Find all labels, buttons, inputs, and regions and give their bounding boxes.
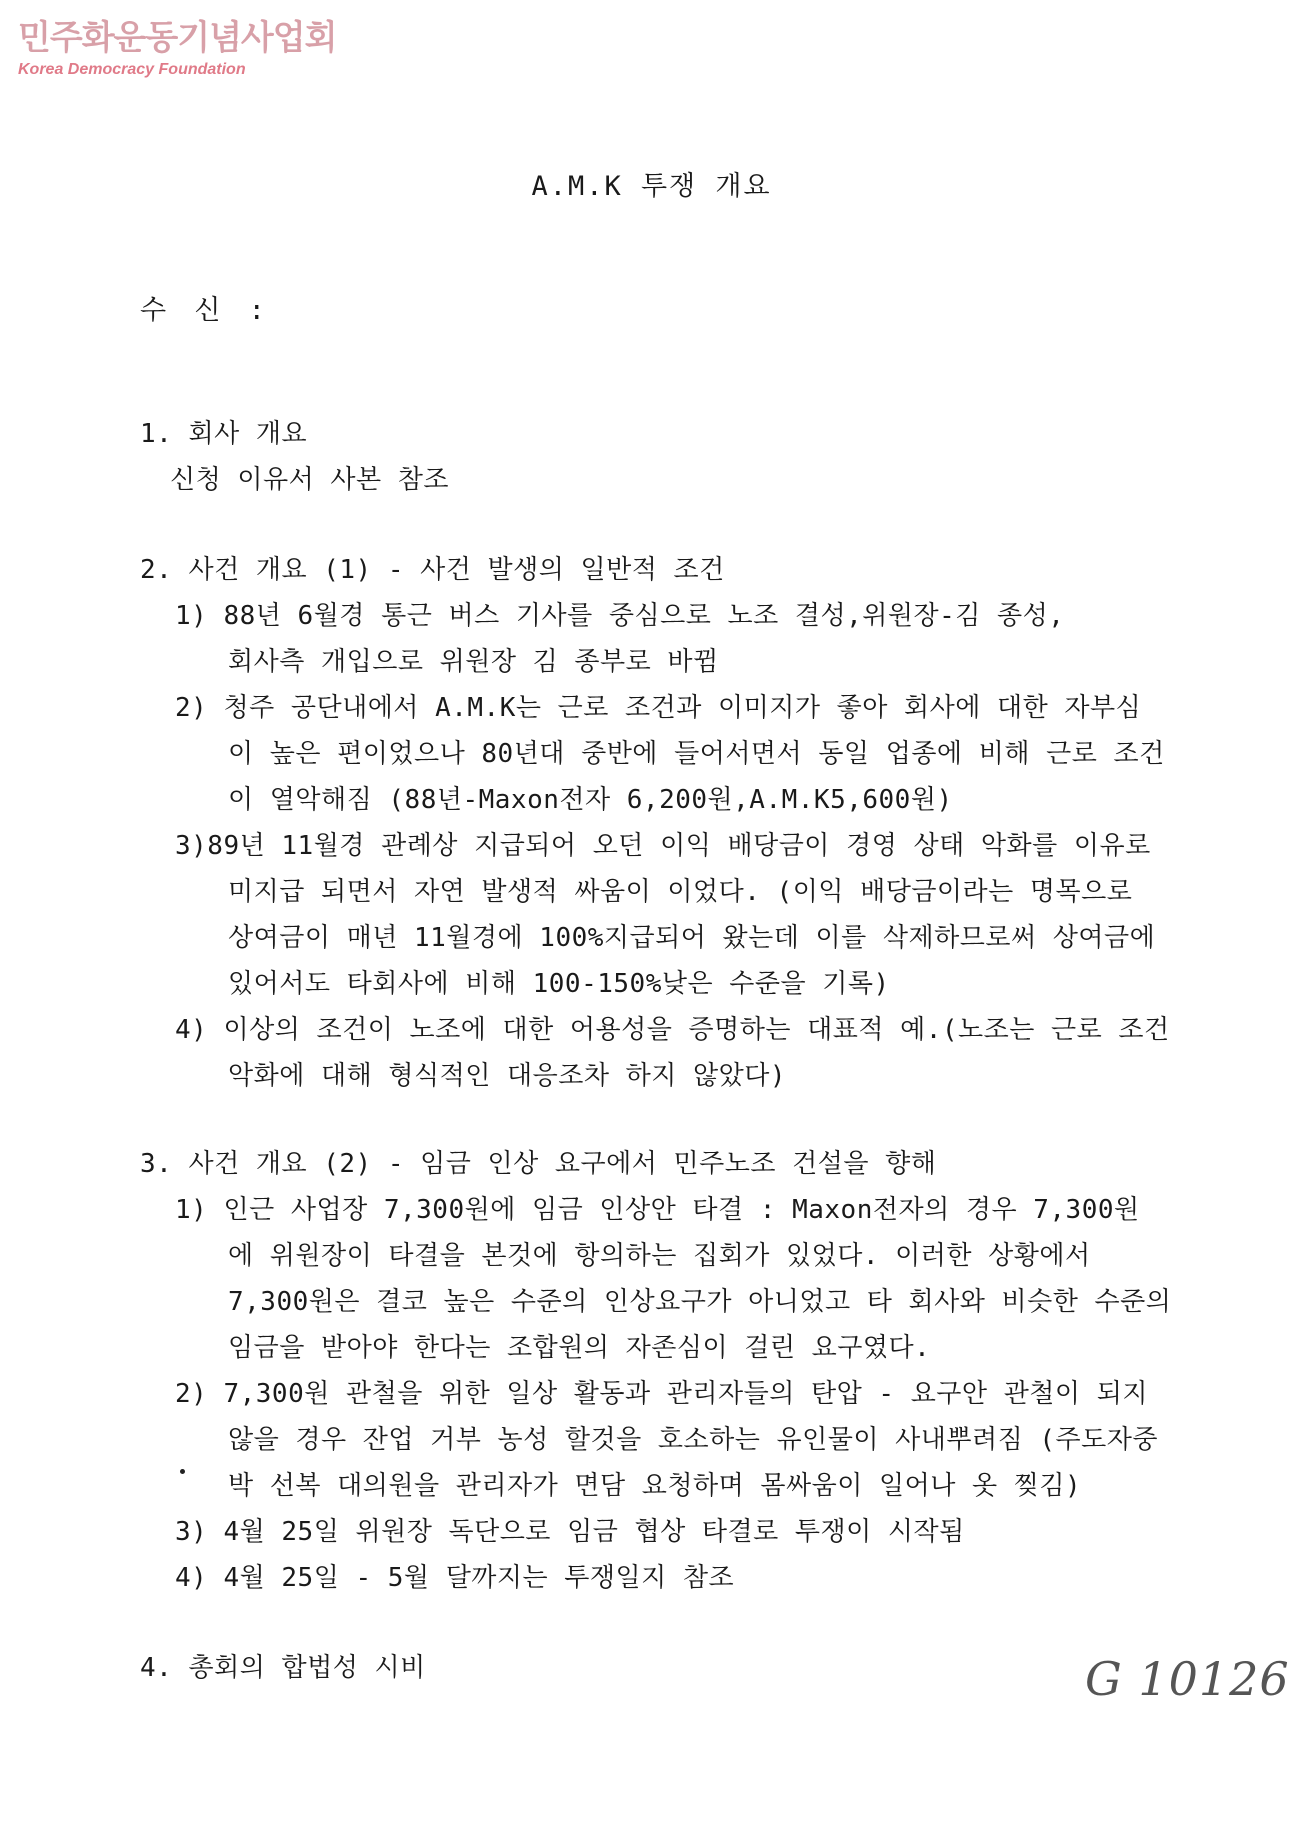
foundation-logo bbox=[18, 18, 336, 80]
section-2-item-3-line: 3)89년 11월경 관례상 지급되어 오던 이익 배당금이 경영 상태 악화를 이유로 bbox=[175, 831, 1151, 861]
section-2-item-1-line: 회사측 개입으로 위원장 김 종부로 바뀜 bbox=[228, 647, 719, 677]
section-3-item-2-line: 박 선복 대의원을 관리자가 면담 요청하며 몸싸움이 일어나 옷 찢김) bbox=[228, 1471, 1082, 1501]
stray-ink-dot bbox=[180, 1469, 185, 1474]
section-2-item-2-line: 이 높은 편이었으나 80년대 중반에 들어서면서 동일 업종에 비해 근로 조건 bbox=[228, 739, 1165, 769]
section-3-item-1-line: 1) 인근 사업장 7,300원에 임금 인상안 타결 : Maxon전자의 경우 7,300원 bbox=[175, 1195, 1140, 1225]
section-3-item-3-line: 3) 4월 25일 위원장 독단으로 임금 협상 타결로 투쟁이 시작됨 bbox=[175, 1517, 965, 1547]
section-2-heading: 2. 사건 개요 (1) - 사건 발생의 일반적 조건 bbox=[140, 555, 725, 585]
section-3-item-2-line: 2) 7,300원 관철을 위한 일상 활동과 관리자들의 탄압 - 요구안 관철이 되지 bbox=[175, 1379, 1148, 1409]
section-2-item-2-line: 2) 청주 공단내에서 A.M.K는 근로 조건과 이미지가 좋아 회사에 대한 자부심 bbox=[175, 693, 1142, 723]
section-2-item-3-line: 상여금이 매년 11월경에 100%지급되어 왔는데 이를 삭제하므로써 상여금에 bbox=[228, 923, 1156, 953]
logo-english-text: Korea Democracy Foundation bbox=[18, 61, 246, 78]
handwritten-document-code: G 10126 bbox=[1085, 1652, 1290, 1706]
section-3-item-1-line: 임금을 받아야 한다는 조합원의 자존심이 걸린 요구였다. bbox=[228, 1333, 931, 1363]
recipient-line: 수 신 : bbox=[140, 295, 271, 326]
section-2-item-3-line: 미지급 되면서 자연 발생적 싸움이 이었다. (이익 배당금이라는 명목으로 bbox=[228, 877, 1133, 907]
document-title: A.M.K 투쟁 개요 bbox=[531, 171, 772, 202]
section-3-item-4-line: 4) 4월 25일 - 5월 달까지는 투쟁일지 참조 bbox=[175, 1563, 735, 1593]
section-2-item-1-line: 1) 88년 6월경 통근 버스 기사를 중심으로 노조 결성,위원장-김 종성, bbox=[175, 601, 1065, 631]
section-3-item-1-line: 7,300원은 결코 높은 수준의 인상요구가 아니었고 타 회사와 비슷한 수준의 bbox=[228, 1287, 1172, 1317]
section-3-item-2-line: 않을 경우 잔업 거부 농성 할것을 호소하는 유인물이 사내뿌려짐 (주도자중 bbox=[228, 1425, 1159, 1455]
section-1-heading: 1. 회사 개요 bbox=[140, 419, 308, 449]
section-2-item-2-line: 이 열악해짐 (88년-Maxon전자 6,200원,A.M.K5,600원) bbox=[228, 785, 953, 815]
logo-korean-text: 민주화운동기념사업회 bbox=[18, 18, 337, 58]
section-3-heading: 3. 사건 개요 (2) - 임금 인상 요구에서 민주노조 건설을 향해 bbox=[140, 1149, 937, 1179]
section-4-heading: 4. 총회의 합법성 시비 bbox=[140, 1653, 426, 1683]
section-3-item-1-line: 에 위원장이 타결을 본것에 항의하는 집회가 있었다. 이러한 상황에서 bbox=[228, 1241, 1091, 1271]
section-2-item-4-line: 악화에 대해 형식적인 대응조차 하지 않았다) bbox=[228, 1061, 787, 1091]
section-2-item-4-line: 4) 이상의 조건이 노조에 대한 어용성을 증명하는 대표적 예.(노조는 근로 조건 bbox=[175, 1015, 1170, 1045]
section-1-line: 신청 이유서 사본 참조 bbox=[170, 465, 450, 495]
section-2-item-3-line: 있어서도 타회사에 비해 100-150%낮은 수준을 기록) bbox=[228, 969, 890, 999]
